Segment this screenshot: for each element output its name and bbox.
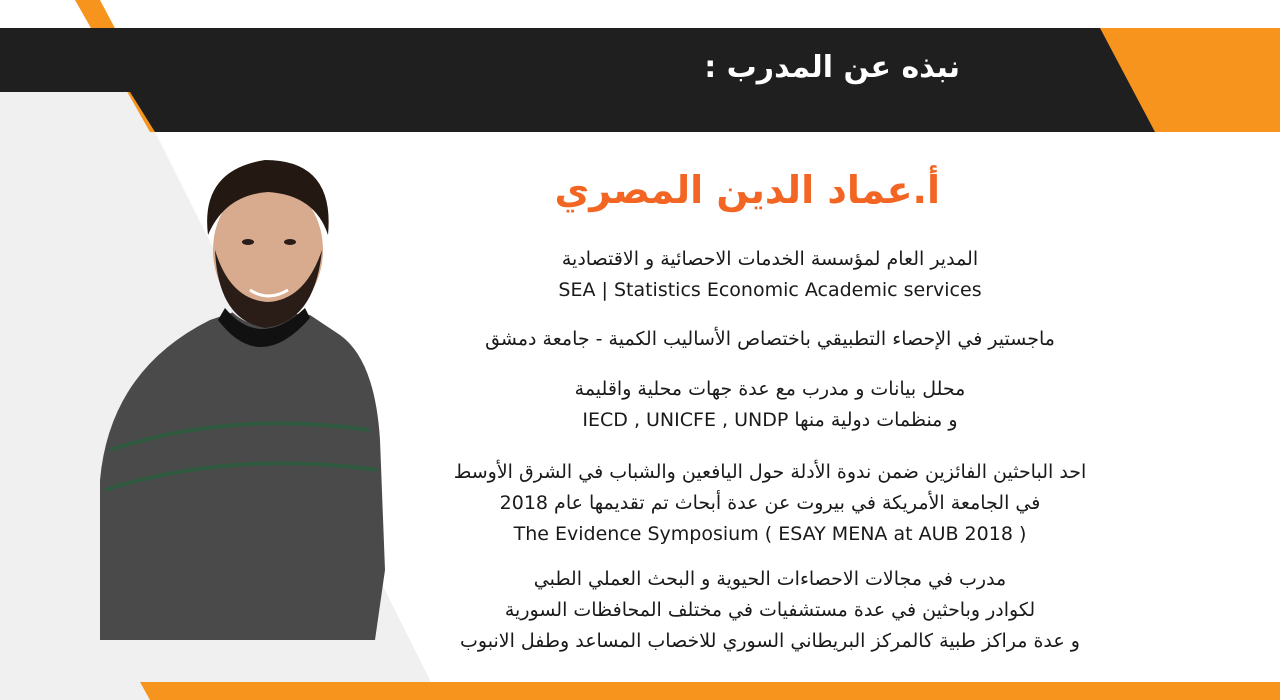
bio-line: ماجستير في الإحصاء التطبيقي باختصاص الأساليب الكمية - جامعة دمشق: [485, 328, 1055, 350]
bio-line: في الجامعة الأمريكة في بيروت عن عدة أبحاث تم تقديمها عام 2018: [499, 492, 1041, 514]
page-title: نبذه عن المدرب :: [704, 50, 960, 85]
bio-block-research: [440, 457, 1100, 550]
bio-line: المدير العام لمؤسسة الخدمات الاحصائية و الاقتصادية: [561, 248, 979, 270]
bio-block-role: [440, 244, 1100, 306]
bio-block-analyst: [440, 374, 1100, 436]
bio-line: The Evidence Symposium ( ESAY MENA at AUB 2018 ): [513, 523, 1027, 545]
bio-line: محلل بيانات و مدرب مع عدة جهات محلية واقليمة: [574, 378, 966, 400]
trainer-photo: [100, 150, 400, 640]
bio-line: احد الباحثين الفائزين ضمن ندوة الأدلة حول اليافعين والشباب في الشرق الأوسط: [453, 461, 1087, 483]
bio-block-trainer: [440, 564, 1100, 657]
trainer-name: أ.عماد الدين المصري: [554, 168, 940, 212]
bio-line: و منظمات دولية منها IECD , UNICFE , UNDP: [582, 409, 958, 431]
eye: [284, 239, 296, 245]
bio-block-education: [440, 324, 1100, 355]
bio-line: و عدة مراكز طبية كالمركز البريطاني السوري للاخصاب المساعد وطفل الانبوب: [460, 630, 1080, 652]
sweater: [100, 310, 385, 640]
bio-line: مدرب في مجالات الاحصاءات الحيوية و البحث العملي الطبي: [533, 568, 1007, 590]
bio-line: لكوادر وباحثين في عدة مستشفيات في مختلف المحافظات السورية: [504, 599, 1036, 621]
bio-line: SEA | Statistics Economic Academic services: [558, 279, 982, 301]
eye: [242, 239, 254, 245]
orange-bottom-stripe: [140, 682, 1280, 700]
